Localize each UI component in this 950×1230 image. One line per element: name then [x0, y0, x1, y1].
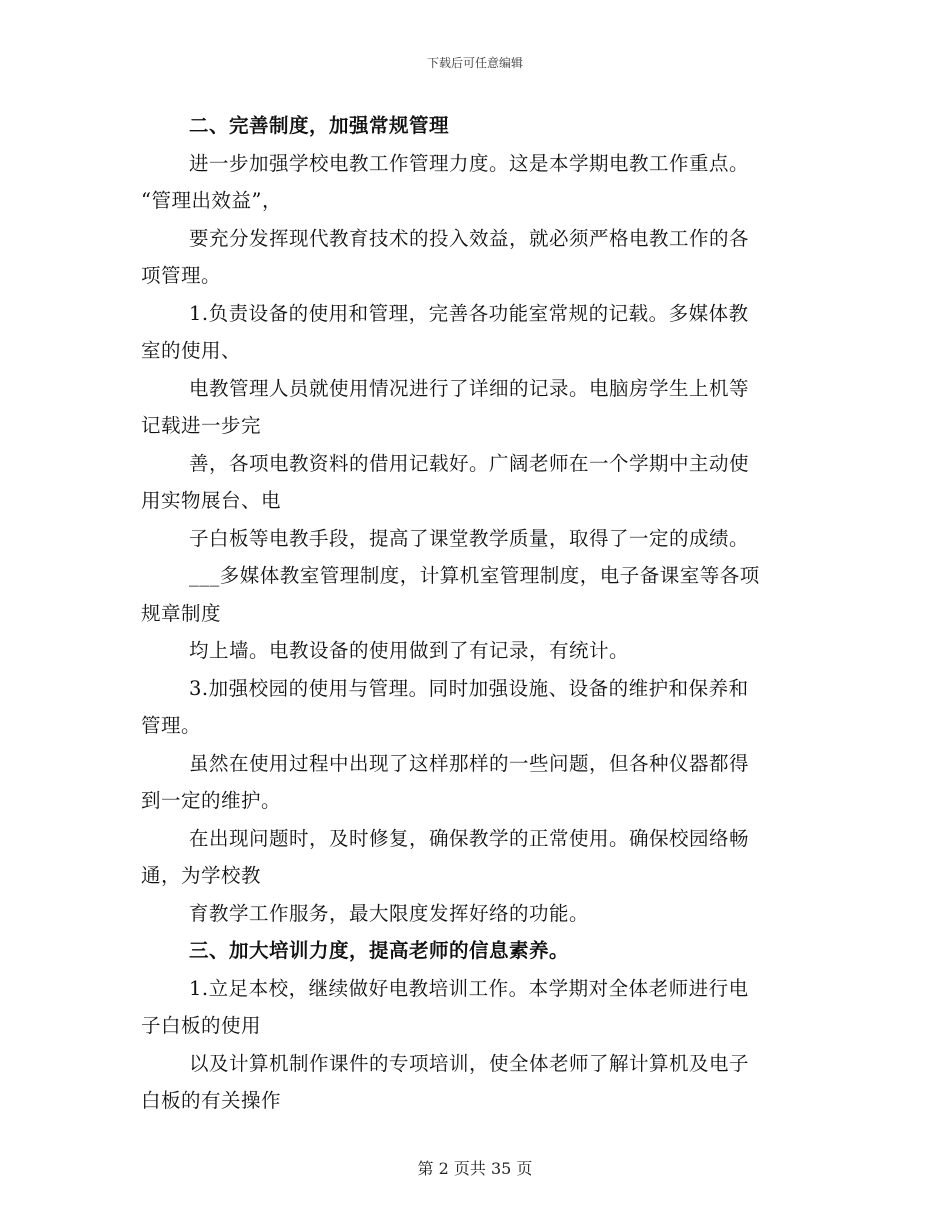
paragraph-line: 虽然在使用过程中出现了这样那样的一些问题，但各种仪器都得 [189, 751, 750, 775]
paragraph-line: 通，为学校教 [141, 864, 262, 887]
paragraph-line: 要充分发挥现代教育技术的投入效益，就必须严格电教工作的各 [189, 226, 750, 250]
paragraph-line: 育教学工作服务，最大限度发挥好络的功能。 [189, 901, 590, 925]
paragraph-line: 均上墙。电教设备的使用做到了有记录，有统计。 [189, 639, 630, 662]
paragraph-line: 到一定的维护。 [141, 789, 282, 812]
paragraph-line: 用实物展台、电 [141, 489, 282, 512]
paragraph-line: 项管理。 [141, 264, 222, 287]
paragraph-line: 管理。 [141, 714, 202, 737]
paragraph-line: 记载进一步完 [141, 414, 262, 437]
paragraph-line: 子白板等电教手段，提高了课堂教学质量，取得了一定的成绩。 [189, 526, 750, 550]
document-body [141, 107, 811, 1120]
paragraph-line: 1.负责设备的使用和管理，完善各功能室常规的记载。多媒体教 [189, 301, 749, 325]
paragraph-line: 子白板的使用 [141, 1014, 262, 1037]
paragraph-line: 进一步加强学校电教工作管理力度。这是本学期电教工作重点。 [189, 151, 750, 175]
section-heading: 三、加大培训力度，提高老师的信息素养。 [189, 939, 570, 962]
section-heading: 二、完善制度，加强常规管理 [189, 114, 450, 137]
page-header-note: 下载后可任意编辑 [426, 56, 523, 70]
page-number-footer: 第 2 页共 35 页 [417, 1159, 533, 1178]
paragraph-line: 以及计算机制作课件的专项培训，使全体老师了解计算机及电子 [189, 1051, 750, 1075]
paragraph-line: 白板的有关操作 [141, 1089, 282, 1112]
paragraph-line: 1.立足本校，继续做好电教培训工作。本学期对全体老师进行电 [189, 976, 749, 1000]
paragraph-line: 室的使用、 [141, 339, 242, 362]
paragraph-line: 在出现问题时，及时修复，确保教学的正常使用。确保校园络畅 [189, 826, 750, 850]
paragraph-line: “管理出效益”， [141, 189, 282, 212]
paragraph-line: 电教管理人员就使用情况进行了详细的记录。电脑房学生上机等 [189, 376, 750, 400]
paragraph-line: 规章制度 [141, 601, 222, 625]
paragraph-line: ___多媒体教室管理制度，计算机室管理制度，电子备课室等各项 [189, 564, 760, 587]
paragraph-line: 善，各项电教资料的借用记载好。广阔老师在一个学期中主动使 [189, 451, 750, 475]
paragraph-line: 3.加强校园的使用与管理。同时加强设施、设备的维护和保养和 [189, 676, 749, 700]
